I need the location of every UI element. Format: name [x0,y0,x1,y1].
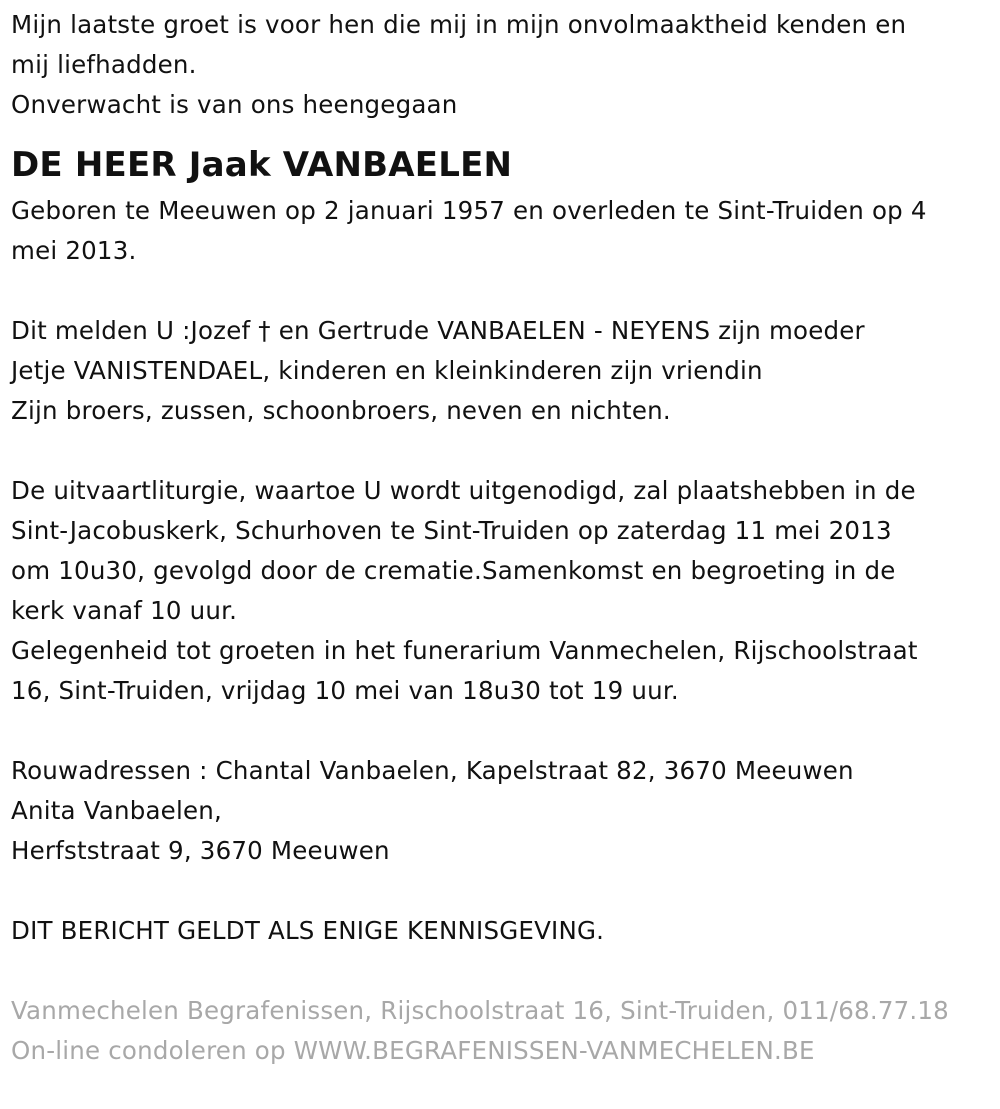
ceremony-line-6: 16, Sint-Truiden, vrijdag 10 mei van 18u30 tot 19 uur. [11,676,679,705]
spacer [11,711,996,751]
intro-line-3: Onverwacht is van ons heengegaan [11,90,458,119]
ceremony-section [11,471,996,711]
birth-death-section [11,191,996,271]
obituary-notice [11,5,996,1071]
deceased-name: DE HEER Jaak VANBAELEN [11,145,513,185]
ceremony-line-3: om 10u30, gevolgd door de crematie.Samenkomst en begroeting in de [11,556,896,585]
footer-line-2: On-line condoleren op WWW.BEGRAFENISSEN-VANMECHELEN.BE [11,1036,815,1065]
birth-death-line-2: mei 2013. [11,236,137,265]
spacer [11,431,996,471]
footer-line-1: Vanmechelen Begrafenissen, Rijschoolstraat 16, Sint-Truiden, 011/68.77.18 [11,996,949,1025]
address-line-2: Anita Vanbaelen, [11,796,222,825]
family-line-3: Zijn broers, zussen, schoonbroers, neven en nichten. [11,396,671,425]
funeral-home-footer [11,991,996,1071]
ceremony-line-4: kerk vanaf 10 uur. [11,596,238,625]
ceremony-line-5: Gelegenheid tot groeten in het funerarium Vanmechelen, Rijschoolstraat [11,636,918,665]
family-line-1: Dit melden U :Jozef † en Gertrude VANBAELEN - NEYENS zijn moeder [11,316,865,345]
ceremony-line-1: De uitvaartliturgie, waartoe U wordt uitgenodigd, zal plaatshebben in de [11,476,916,505]
ceremony-line-2: Sint-Jacobuskerk, Schurhoven te Sint-Truiden op zaterdag 11 mei 2013 [11,516,892,545]
intro-line-2: mij liefhadden. [11,50,197,79]
notice-text: DIT BERICHT GELDT ALS ENIGE KENNISGEVING. [11,916,605,945]
address-line-1: Rouwadressen : Chantal Vanbaelen, Kapelstraat 82, 3670 Meeuwen [11,756,854,785]
spacer [11,951,996,991]
intro-line-1: Mijn laatste groet is voor hen die mij in mijn onvolmaaktheid kenden en [11,10,907,39]
addresses-section [11,751,996,871]
family-section [11,311,996,431]
birth-death-line-1: Geboren te Meeuwen op 2 januari 1957 en overleden te Sint-Truiden op 4 [11,196,927,225]
spacer [11,871,996,911]
spacer [11,271,996,311]
family-line-2: Jetje VANISTENDAEL, kinderen en kleinkinderen zijn vriendin [11,356,763,385]
address-line-3: Herfststraat 9, 3670 Meeuwen [11,836,390,865]
intro-section [11,5,996,125]
